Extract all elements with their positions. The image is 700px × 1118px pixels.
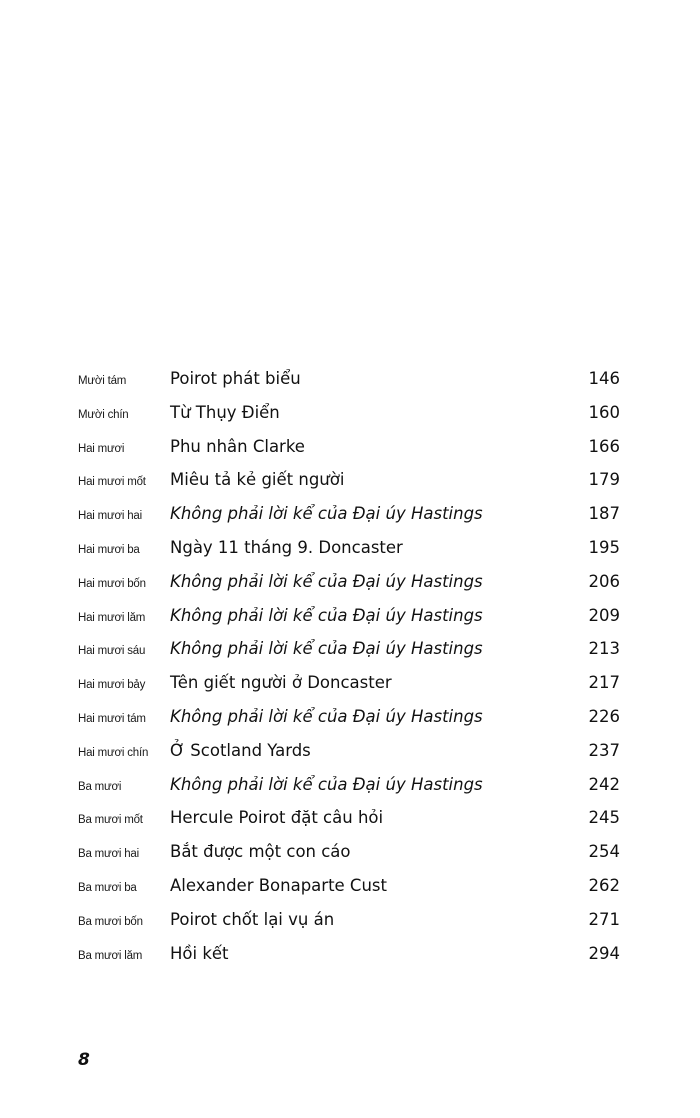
- toc-entry: [78, 837, 620, 871]
- chapter-number: Hai mươi chín: [78, 746, 149, 759]
- chapter-title: Không phải lời kể của Đại úy Hastings: [170, 605, 483, 625]
- chapter-title: Phu nhân Clarke: [170, 436, 305, 456]
- toc-entry: [78, 364, 620, 398]
- toc-entry: [78, 432, 620, 466]
- chapter-number: Ba mươi lăm: [78, 949, 143, 962]
- chapter-number: Ba mươi bốn: [78, 915, 143, 928]
- toc-entry: [78, 465, 620, 499]
- chapter-title: Không phải lời kể của Đại úy Hastings: [170, 774, 483, 794]
- chapter-title: Poirot chốt lại vụ án: [170, 909, 335, 929]
- chapter-title: Không phải lời kể của Đại úy Hastings: [170, 571, 483, 591]
- chapter-number: Ba mươi: [78, 780, 122, 793]
- toc-entry: [78, 499, 620, 533]
- chapter-number: Hai mươi bốn: [78, 577, 146, 590]
- chapter-title: Không phải lời kể của Đại úy Hastings: [170, 639, 483, 659]
- page-number: 271: [588, 909, 620, 929]
- toc-entry: [78, 634, 620, 668]
- page-number: 237: [588, 740, 620, 760]
- toc-entry: [78, 871, 620, 905]
- page-number: 195: [588, 537, 620, 557]
- chapter-number: Hai mươi hai: [78, 510, 142, 523]
- chapter-title: Miêu tả kẻ giết người: [170, 470, 345, 490]
- chapter-title: Bắt được một con cáo: [170, 842, 351, 862]
- page-number: 254: [588, 842, 620, 862]
- page-number: 242: [588, 774, 620, 794]
- page-number: 206: [588, 571, 620, 591]
- chapter-title: Không phải lời kể của Đại úy Hastings: [170, 504, 483, 524]
- toc-entry: [78, 702, 620, 736]
- toc-entry: [78, 803, 620, 837]
- toc-entry: [78, 398, 620, 432]
- chapter-title: Tên giết người ở Doncaster: [170, 673, 392, 693]
- chapter-title: Alexander Bonaparte Cust: [170, 875, 387, 895]
- chapter-title: Hercule Poirot đặt câu hỏi: [170, 808, 384, 828]
- toc-entry: [78, 939, 620, 973]
- toc-entry: [78, 770, 620, 804]
- page-number: 245: [588, 808, 620, 828]
- page-number: 209: [588, 605, 620, 625]
- chapter-number: Hai mươi sáu: [78, 645, 146, 658]
- table-of-contents: [78, 364, 620, 972]
- chapter-title: Từ Thụy Điển: [170, 402, 280, 422]
- page-number: 294: [588, 943, 620, 963]
- toc-entry: [78, 533, 620, 567]
- toc-entry: [78, 736, 620, 770]
- chapter-number: Hai mươi: [78, 442, 125, 455]
- page-number: 226: [588, 706, 620, 726]
- chapter-title: Poirot phát biểu: [170, 369, 301, 388]
- page-number: 166: [588, 436, 620, 456]
- chapter-number: Ba mươi hai: [78, 848, 139, 861]
- page-number: 146: [588, 369, 620, 388]
- toc-entry: [78, 905, 620, 939]
- chapter-number: Mười tám: [78, 375, 127, 387]
- chapter-number: Ba mươi mốt: [78, 814, 143, 827]
- chapter-number: Hai mươi bảy: [78, 679, 146, 692]
- chapter-number: Hai mươi mốt: [78, 476, 146, 489]
- chapter-number: Hai mươi tám: [78, 712, 146, 725]
- chapter-title: Không phải lời kể của Đại úy Hastings: [170, 706, 483, 726]
- page-number: 217: [588, 673, 620, 693]
- page-number: 187: [588, 504, 620, 524]
- chapter-number: Hai mươi lăm: [78, 611, 146, 624]
- toc-entry: [78, 601, 620, 635]
- page-folio: 8: [78, 1050, 90, 1070]
- chapter-title: Ngày 11 tháng 9. Doncaster: [170, 537, 403, 557]
- chapter-number: Hai mươi ba: [78, 543, 140, 556]
- page-number: 179: [588, 470, 620, 490]
- page-number: 160: [588, 402, 620, 422]
- page-number: 262: [588, 875, 620, 895]
- toc-entry: [78, 567, 620, 601]
- page-number: 213: [588, 639, 620, 659]
- chapter-number: Ba mươi ba: [78, 881, 137, 894]
- chapter-title: Ở Scotland Yards: [170, 740, 311, 760]
- chapter-number: Mười chín: [78, 408, 129, 421]
- toc-entry: [78, 668, 620, 702]
- chapter-title: Hồi kết: [170, 943, 229, 963]
